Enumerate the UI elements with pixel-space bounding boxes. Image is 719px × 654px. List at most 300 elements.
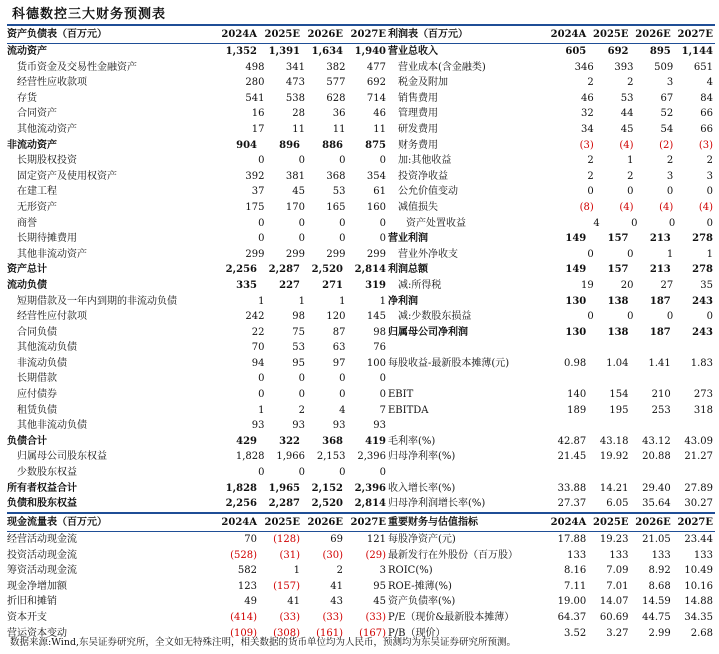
cell-value <box>546 371 588 387</box>
cell-value: 27 <box>660 279 674 291</box>
cell-value: 0 <box>706 311 713 323</box>
cell-value: (2) <box>659 139 674 151</box>
cell-value: (3) <box>698 139 713 151</box>
cell-value: 0 <box>627 248 634 260</box>
cell-value: 93 <box>292 420 305 432</box>
cell-value: 0 <box>298 389 305 401</box>
table-row <box>7 465 388 481</box>
cell-value: 651 <box>693 61 713 73</box>
cell-value: 52 <box>660 108 674 120</box>
cell-value: 189 <box>567 404 587 416</box>
cell-value: 1,144 <box>681 46 713 57</box>
cell-value: 1,965 <box>268 482 300 494</box>
table-row <box>388 496 715 512</box>
cell-value: 93 <box>251 420 265 432</box>
cell-value: 273 <box>693 389 713 401</box>
cell-value: 3.27 <box>606 627 629 639</box>
cell-value: 157 <box>607 264 629 276</box>
row-label: 长期股权投资 <box>17 155 77 167</box>
row-label: 存货 <box>17 92 37 104</box>
table-row <box>7 563 388 579</box>
cell-value: 1,391 <box>268 46 300 57</box>
cell-value: 41 <box>287 596 300 608</box>
cell-value: 3 <box>666 170 674 182</box>
cell-value: (128) <box>273 534 300 545</box>
row-label: 营业总收入 <box>388 46 438 57</box>
row-label: 收入增长率(%) <box>388 482 456 494</box>
row-label: 非流动资产 <box>7 139 57 151</box>
row-label: 货币资金及交易性金融资产 <box>17 61 137 73</box>
top-tables <box>7 24 715 512</box>
cell-value: 299 <box>366 248 386 260</box>
income-statement <box>388 24 715 512</box>
cell-value: 692 <box>366 77 386 89</box>
income-statement-header <box>388 24 715 44</box>
row-label <box>388 418 546 434</box>
cell-value: 46 <box>581 92 594 104</box>
cell-value: 335 <box>236 279 257 291</box>
cell-value: (4) <box>698 201 713 213</box>
cell-value: 2 <box>706 155 713 167</box>
cell-value: 253 <box>651 404 671 416</box>
cell-value: 1 <box>293 565 300 577</box>
cell-value: 98 <box>292 311 305 323</box>
column-header: 2027E <box>350 517 386 528</box>
table-row <box>7 371 388 387</box>
row-label: 经营性应付款项 <box>17 311 87 323</box>
cell-value: 0 <box>339 155 346 167</box>
balance-sheet <box>7 24 388 512</box>
cell-value: 0 <box>298 217 305 229</box>
cell-value: 11 <box>292 123 305 135</box>
cell-value: 10.49 <box>684 565 713 577</box>
cell-value: 2,520 <box>311 498 343 510</box>
cell-value: 130 <box>565 326 587 338</box>
table-row <box>7 153 388 169</box>
cell-value: 10.16 <box>684 580 713 592</box>
table-row <box>388 184 715 200</box>
table-row <box>388 200 715 216</box>
cell-value: 318 <box>693 404 713 416</box>
table-row <box>388 403 715 419</box>
table-row <box>7 60 388 76</box>
column-header: 2025E <box>593 517 629 528</box>
cell-value: 577 <box>326 77 346 89</box>
row-label: 营运资本变动 <box>7 627 67 639</box>
cell-value: 0 <box>339 217 346 229</box>
cell-value: 0 <box>298 467 305 479</box>
cell-value: 22 <box>251 326 265 338</box>
cell-value: 346 <box>574 61 594 73</box>
table-row <box>388 356 715 372</box>
cell-value: 368 <box>322 435 343 447</box>
cell-value: 53 <box>332 186 346 198</box>
cell-value: 61 <box>373 186 386 198</box>
row-label: 经营活动现金流 <box>7 534 77 545</box>
cell-value: 45 <box>373 596 386 608</box>
cell-value: 16 <box>251 108 265 120</box>
row-label: 管理费用 <box>398 108 438 120</box>
row-label: 净利润 <box>388 295 418 307</box>
cell-value: 381 <box>285 170 305 182</box>
cell-value: 149 <box>565 233 587 245</box>
cash-flow-header <box>7 512 388 532</box>
cell-value: 368 <box>326 170 346 182</box>
cell-value: 714 <box>366 92 386 104</box>
row-label: 其他流动负债 <box>17 342 77 354</box>
table-row <box>7 294 388 310</box>
table-row <box>388 216 715 232</box>
cell-value: (161) <box>316 627 343 639</box>
row-label: 其他流动资产 <box>17 123 77 135</box>
cell-value: 2,814 <box>354 264 386 276</box>
row-label: 税金及附加 <box>398 77 448 89</box>
page-title: 科德数控三大财务预测表 <box>12 7 167 22</box>
table-row <box>388 563 715 579</box>
cell-value: 2 <box>666 155 674 167</box>
cell-value: 23.44 <box>684 534 713 545</box>
cell-value: 33.88 <box>557 482 587 494</box>
cell-value: 54 <box>660 123 674 135</box>
cell-value: 1 <box>627 155 634 167</box>
cell-value: (4) <box>619 139 634 151</box>
cell-value: (167) <box>359 627 386 639</box>
cell-value: 1 <box>666 248 674 260</box>
table-row <box>7 434 388 450</box>
cell-value <box>588 371 630 387</box>
table-row <box>7 481 388 497</box>
cell-value: 322 <box>279 435 300 447</box>
cell-value: 1 <box>298 295 305 307</box>
cell-value: 1,352 <box>225 46 257 57</box>
cell-value: 93 <box>332 420 346 432</box>
cell-value: 0 <box>339 467 346 479</box>
cell-value: 227 <box>279 279 300 291</box>
table-row <box>7 449 388 465</box>
cell-value: (3) <box>579 139 594 151</box>
cell-value: 896 <box>279 139 300 151</box>
cell-value: 140 <box>567 389 587 401</box>
column-header: 2025E <box>264 517 300 528</box>
cell-value: 392 <box>245 170 265 182</box>
table-row <box>388 548 715 564</box>
cell-value: 0 <box>587 311 594 323</box>
cash-flow-header-title: 现金流量表（百万元） <box>7 517 107 528</box>
cell-value: 0 <box>587 186 594 198</box>
cell-value: (4) <box>619 201 634 213</box>
cell-value: 34.35 <box>684 611 713 623</box>
cell-value: 37 <box>251 186 265 198</box>
column-header: 2027E <box>350 29 386 40</box>
row-label: 合同资产 <box>17 108 57 120</box>
table-row <box>388 122 715 138</box>
cell-value: 49 <box>244 596 257 608</box>
cell-value: 138 <box>607 295 629 307</box>
cell-value: 43.09 <box>684 435 713 447</box>
table-row <box>388 278 715 294</box>
cell-value <box>546 418 588 434</box>
table-row <box>7 75 388 91</box>
table-row <box>388 247 715 263</box>
table-row <box>7 216 388 232</box>
cell-value: 0 <box>379 217 386 229</box>
cell-value: 2,287 <box>268 498 300 510</box>
table-row <box>388 294 715 310</box>
cell-value: 95 <box>373 580 386 592</box>
cell-value: 1 <box>258 404 265 416</box>
cell-value: 271 <box>322 279 343 291</box>
cell-value: 53 <box>620 92 634 104</box>
cell-value: 6.05 <box>606 498 629 510</box>
cell-value: 1,634 <box>311 46 343 57</box>
cell-value: 393 <box>614 61 634 73</box>
cell-value: 875 <box>365 139 386 151</box>
cell-value: 195 <box>609 404 629 416</box>
cell-value: 75 <box>292 326 305 338</box>
cell-value: 29.40 <box>642 482 671 494</box>
cell-value: 1 <box>339 295 346 307</box>
cell-value: 28 <box>292 108 305 120</box>
cell-value: 1,828 <box>235 451 265 463</box>
cell-value: 2,814 <box>354 498 386 510</box>
cell-value: 341 <box>285 61 305 73</box>
row-label: ROE-摊薄(%) <box>388 580 452 592</box>
row-label: 租赁负债 <box>17 404 57 416</box>
cell-value: 21.27 <box>684 451 713 463</box>
cell-value: 509 <box>654 61 674 73</box>
table-row <box>7 579 388 595</box>
cell-value: (414) <box>230 611 257 623</box>
cell-value: 67 <box>660 92 674 104</box>
cell-value: 0 <box>258 373 265 385</box>
cell-value: 165 <box>326 201 346 213</box>
cell-value <box>631 371 673 387</box>
cell-value: 70 <box>244 534 257 545</box>
cell-value: 628 <box>326 92 346 104</box>
row-label: 每股收益-最新股本摊薄(元) <box>388 357 510 369</box>
cell-value: 2,287 <box>268 264 300 276</box>
valuation-metrics <box>388 512 715 641</box>
cell-value: 477 <box>366 61 386 73</box>
row-label: 利润总额 <box>388 264 428 276</box>
cell-value: 14.21 <box>599 482 629 494</box>
table-row <box>7 309 388 325</box>
cell-value: 0 <box>298 155 305 167</box>
cell-value: 42.87 <box>557 435 587 447</box>
table-row <box>7 122 388 138</box>
table-row <box>7 262 388 278</box>
column-header: 2027E <box>677 517 713 528</box>
cell-value: 17 <box>251 123 265 135</box>
table-row <box>388 75 715 91</box>
row-label: 现金净增加额 <box>7 580 67 592</box>
table-row <box>7 418 388 434</box>
row-label: 少数股东权益 <box>17 467 77 479</box>
cell-value: 0 <box>258 233 265 245</box>
cell-value: 0 <box>258 467 265 479</box>
cell-value <box>673 340 715 356</box>
cell-value: 21.45 <box>557 451 587 463</box>
cell-value: 0 <box>379 467 386 479</box>
row-label: 最新发行在外股份（百万股） <box>388 549 518 561</box>
cell-value <box>588 418 630 434</box>
cell-value: (528) <box>230 549 257 561</box>
cell-value: 213 <box>649 264 671 276</box>
row-label: 流动负债 <box>7 279 47 291</box>
cell-value: 175 <box>245 201 265 213</box>
cell-value: 2 <box>627 170 634 182</box>
cell-value: 36 <box>332 108 346 120</box>
row-label: 合同负债 <box>17 326 57 338</box>
table-row <box>388 153 715 169</box>
table-row <box>7 356 388 372</box>
cell-value <box>588 340 630 356</box>
cell-value: 45 <box>292 186 305 198</box>
cell-value: 35.64 <box>642 498 671 510</box>
table-row <box>388 579 715 595</box>
table-row <box>7 44 388 60</box>
cell-value: 11 <box>373 123 386 135</box>
cell-value: 154 <box>609 389 629 401</box>
row-label: 资产总计 <box>7 264 47 276</box>
table-row <box>388 371 715 387</box>
row-label: 归母净利润增长率(%) <box>388 498 486 510</box>
table-row <box>7 548 388 564</box>
row-label: 短期借款及一年内到期的非流动负债 <box>17 295 177 307</box>
cell-value: 299 <box>326 248 346 260</box>
cell-value: 242 <box>245 311 265 323</box>
row-label: 非流动负债 <box>17 357 67 369</box>
row-label: 营业利润 <box>388 233 428 245</box>
cell-value: 0 <box>379 373 386 385</box>
cell-value: 3 <box>379 565 386 577</box>
cell-value <box>673 418 715 434</box>
cell-value <box>631 465 673 481</box>
cell-value: 210 <box>651 389 671 401</box>
cell-value: 133 <box>609 549 629 561</box>
table-row <box>388 44 715 60</box>
row-label: 其他非流动资产 <box>17 248 87 260</box>
cell-value: 19.92 <box>599 451 629 463</box>
table-row <box>7 106 388 122</box>
row-label: 经营性应收款项 <box>17 77 87 89</box>
cell-value <box>546 340 588 356</box>
cell-value <box>673 371 715 387</box>
cell-value: 41 <box>330 580 343 592</box>
row-label: 减值损失 <box>398 201 438 213</box>
cell-value: 4 <box>593 217 600 229</box>
table-row <box>388 169 715 185</box>
cell-value: 0 <box>627 186 634 198</box>
row-label: EBITDA <box>388 404 429 416</box>
cell-value: (8) <box>579 201 594 213</box>
valuation-header-title: 重要财务与估值指标 <box>388 517 478 528</box>
cell-value: 1,940 <box>354 46 386 57</box>
cell-value: 121 <box>366 534 386 545</box>
table-row <box>388 594 715 610</box>
cell-value: 160 <box>366 201 386 213</box>
cell-value: 2,153 <box>316 451 346 463</box>
table-row <box>7 496 388 512</box>
row-label: 所有者权益合计 <box>7 482 77 494</box>
table-row <box>388 449 715 465</box>
table-row <box>7 403 388 419</box>
table-row <box>7 532 388 548</box>
table-row <box>388 325 715 341</box>
cell-value: 0 <box>258 389 265 401</box>
cell-value: 43 <box>330 596 343 608</box>
cell-value: 0 <box>298 233 305 245</box>
cell-value: 123 <box>237 580 257 592</box>
cell-value: 2,256 <box>225 264 257 276</box>
cell-value: 2,396 <box>357 451 386 463</box>
cell-value: 354 <box>366 170 386 182</box>
cell-value: 0 <box>298 373 305 385</box>
cell-value: 2 <box>298 404 305 416</box>
income-statement-header-title: 利润表（百万元） <box>388 29 468 40</box>
table-row <box>7 340 388 356</box>
cell-value: 120 <box>326 311 346 323</box>
row-label: 营业成本(含金融类) <box>398 61 486 73</box>
row-label: 营业外净收支 <box>398 248 458 260</box>
cell-value: 64.37 <box>557 611 587 623</box>
cell-value: 3.52 <box>563 627 587 639</box>
column-header: 2024A <box>221 517 257 528</box>
table-row <box>388 387 715 403</box>
table-row <box>388 481 715 497</box>
cell-value: 213 <box>649 233 671 245</box>
table-row <box>7 169 388 185</box>
table-row <box>388 106 715 122</box>
cell-value: 886 <box>322 139 343 151</box>
cell-value: (157) <box>273 580 300 592</box>
table-row <box>7 325 388 341</box>
row-label: ROIC(%) <box>388 565 433 577</box>
cell-value: 280 <box>245 77 265 89</box>
cell-value: 44 <box>620 108 634 120</box>
cell-value: (109) <box>230 627 257 639</box>
cell-value: 2 <box>587 77 594 89</box>
table-row <box>7 138 388 154</box>
column-header: 2026E <box>307 29 343 40</box>
cell-value: 1.04 <box>606 357 629 369</box>
cell-value: 70 <box>251 342 265 354</box>
cell-value: 8.16 <box>563 565 587 577</box>
cell-value <box>631 340 673 356</box>
cell-value: 2 <box>587 155 594 167</box>
cell-value: 692 <box>607 46 629 57</box>
cell-value: 0 <box>666 311 674 323</box>
cell-value: 0 <box>339 233 346 245</box>
cell-value: 17.88 <box>557 534 587 545</box>
cell-value: 95 <box>292 357 305 369</box>
cell-value: 2.68 <box>690 627 713 639</box>
cell-value: 4 <box>339 404 346 416</box>
row-label: 长期待摊费用 <box>17 233 77 245</box>
cell-value: 138 <box>607 326 629 338</box>
cell-value: 0 <box>379 155 386 167</box>
cell-value: 100 <box>366 357 386 369</box>
cell-value: 60.69 <box>599 611 629 623</box>
cell-value: 27.89 <box>684 482 713 494</box>
cell-value: 21.05 <box>642 534 671 545</box>
cell-value: 130 <box>565 295 587 307</box>
row-label: P/E（现价&最新股本摊薄） <box>388 611 515 623</box>
cell-value: 27.37 <box>557 498 587 510</box>
cell-value: 84 <box>700 92 713 104</box>
cell-value: 7.01 <box>606 580 629 592</box>
cell-value: 541 <box>245 92 265 104</box>
